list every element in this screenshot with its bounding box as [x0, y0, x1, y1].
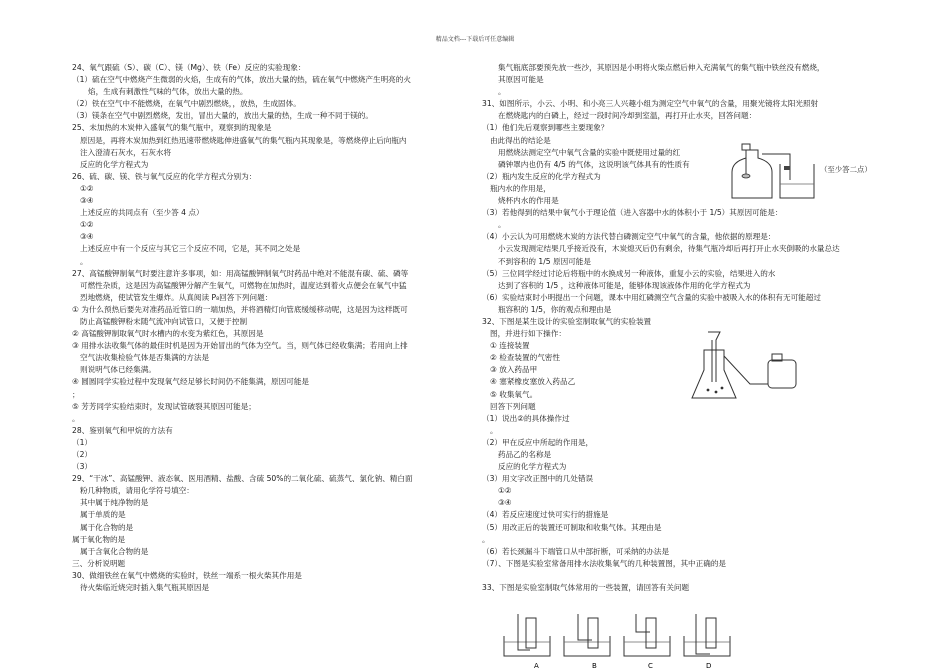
text-line: ③④: [80, 232, 94, 242]
text-line: 防止高锰酸钾粉末随气流冲向试管口，又便于控制: [80, 316, 248, 326]
text-line: 反应的化学方程式为: [80, 159, 149, 169]
text-line: 小云发现测定结果几乎接近没有，木炭熄灭后仍有剩余，待集气瓶冷却后再打开止水夹倒吸的水量总达: [498, 244, 840, 254]
text-line: 32、下图是某生设计的实验室制取氧气的实验装置: [482, 316, 652, 326]
text-line: （2）瓶内发生反应的化学方程式为: [482, 171, 601, 181]
text-line: 。: [80, 256, 88, 266]
phosphorus-apparatus-figure: [732, 140, 872, 202]
text-line: 由此得出的结论是: [490, 135, 551, 145]
setup-c: [624, 614, 670, 670]
text-line: 属于含氧化合物的是: [80, 546, 149, 556]
text-line: 药品乙的名称是: [498, 450, 552, 459]
text-line: 三、分析说明题: [72, 558, 126, 568]
text-line: 原因是，再将木炭加热到红热迅速带燃烧匙伸进盛氧气的集气瓶内其现象是，等燃烧停止后向瓶内: [80, 135, 407, 145]
text-line: （2）甲在反应中所起的作用是，: [482, 437, 594, 447]
text-line: 29、“干冰”、高锰酸钾、液态氧、医用酒精、盐酸、含硫 50%的二氧化硫、硫蒸气、氯化钠、精白面: [72, 474, 413, 484]
text-line: 25、未加热的木炭伸入盛氧气的集气瓶中，观察到的现象是: [72, 123, 272, 133]
text-line: ② 高锰酸钾制取氧气时水槽内的水变为紫红色，其原因是: [72, 329, 264, 339]
text-line: 瓶内水的作用是，: [490, 183, 551, 193]
text-line: （5）三位同学经过讨论后将瓶中的水换成另一种液体，重复小云的实验，结果进入的水: [482, 268, 776, 278]
text-line: （1）他们先后观察到哪些主要现象？: [482, 123, 609, 133]
text-line: （3）镁条在空气中剧烈燃烧，发出，冒出大量的，放出大量的热，生成一种不同于镁的。: [72, 111, 373, 121]
text-line: ③④: [498, 498, 512, 508]
setup-d: [684, 614, 730, 670]
text-line: 。: [498, 220, 506, 230]
text-line: 可燃性杂质，这是因为高锰酸钾分解产生氧气，可燃物在加热时，温度达到着火点便会在氧气中猛: [80, 280, 407, 290]
text-line: （2）: [72, 450, 93, 459]
text-line: 注入澄清石灰水，石灰水将: [80, 147, 172, 157]
setup-a-label: A: [534, 662, 539, 670]
text-line: 烈地燃烧，使试管发生爆炸。从真阅读 P₈回答下列问题：: [80, 292, 273, 302]
text-line: ①②: [80, 220, 94, 230]
text-line: 24、氧气跟硫（S）、碳（C）、镁（Mg）、铁（Fe）反应的实验现象：: [72, 63, 306, 72]
oxygen-generator-figure: [690, 330, 805, 405]
text-line: 其原因可能是: [498, 75, 544, 85]
text-line: 回答下列问题: [490, 401, 536, 411]
setup-b-label: B: [592, 662, 597, 670]
text-line: （3）用文字改正图中的几处错误: [482, 474, 594, 484]
text-line: ③ 放入药品甲: [490, 365, 538, 375]
text-line: ①②: [80, 183, 94, 193]
text-line: ③④: [80, 196, 94, 206]
left-column: [72, 62, 467, 594]
text-line: 烧杯内水的作用是: [498, 196, 559, 206]
text-line: [482, 570, 877, 582]
text-line: 集气瓶底部要预先放一些沙，其原因是小明将火柴点燃后伸入充满氧气的集气瓶中铁丝没有燃烧，: [498, 63, 825, 72]
text-line: ② 检查装置的气密性: [490, 353, 560, 363]
text-line: 用燃烧法测定空气中氧气含量的实验中既使用过量的红: [498, 147, 681, 157]
text-line: 空气法收集检验气体是否集满的方法是: [80, 353, 210, 363]
text-line: 。: [498, 87, 506, 97]
text-line: 其中属于纯净物的是: [80, 498, 149, 508]
text-line: ⑤ 收集氧气。: [490, 389, 538, 399]
text-line: ① 连接装置: [490, 341, 530, 351]
text-line: 28、鉴别氧气和甲烷的方法有: [72, 425, 173, 435]
text-line: 磷钟罩内也仍有 4/5 的气体，这说明该气体具有的性质有: [498, 159, 690, 169]
text-line: （3）: [72, 462, 93, 472]
page-header: 精品文档---下载后可任意编辑: [435, 36, 515, 43]
text-line: 焰，生成有刺激性气味的气体，放出大量的热。: [88, 87, 248, 97]
text-line: 则说明气体已经集满。: [80, 365, 156, 375]
text-line: （6）若长颈漏斗下端管口从中部折断，可采纳的办法是: [482, 546, 670, 556]
text-line: 上述反应中有一个反应与其它三个反应不同，它是，其不同之处是: [80, 244, 301, 254]
text-line: 33、下图是实验室制取气体常用的一些装置，请回答有关问题: [482, 583, 690, 593]
text-line: （1）: [72, 437, 93, 447]
text-line: （7）、下图是实验室常备用排水法收集氧气的几种装置图，其中正确的是: [482, 558, 727, 568]
text-line: 不到容积的 1/5 原因可能是: [498, 256, 591, 266]
text-line: 瓶容积的 1/5，你的观点和理由是: [498, 304, 612, 314]
text-line: 粉几种物质，请用化学符号填空：: [80, 486, 194, 496]
text-line: ⑤ 芳芳同学实验结束时，发现试管破裂其原因可能是；: [72, 401, 256, 411]
figure-note: （至少答二点）: [820, 165, 872, 174]
text-line: 。: [482, 534, 490, 544]
text-line: 30、做细铁丝在氧气中燃烧的实验时，铁丝一端系一根火柴其作用是: [72, 570, 302, 580]
text-line: （1）硫在空气中燃烧产生微弱的火焰，生成有的气体，放出大量的热，硫在氧气中燃烧产生明亮的火: [72, 75, 411, 85]
text-line: ；: [72, 389, 80, 399]
text-line: 31、如图所示，小云、小明、和小亮三人兴趣小组为测定空气中氧气的含量，用聚光镜将太阳光照射: [482, 99, 819, 109]
text-line: 26、硫、碳、镁、铁与氧气反应的化学方程式分别为：: [72, 171, 257, 181]
text-line: ④ 塞紧橡皮塞放入药品乙: [490, 377, 576, 387]
text-line: 上述反应的共同点有（至少答 4 点）: [80, 208, 204, 218]
text-line: ③ 用排水法收集气体的最佳时机是因为开始冒出的气体为空气。当，则气体已经收集满；若用向上排: [72, 341, 408, 351]
text-line: 达到了容积的 1/5 ，这种液体可能是，能够体现该液体作用的化学方程式为: [498, 280, 751, 290]
text-line: 。: [72, 413, 80, 423]
text-line: 在燃烧匙内的白磷上，经过一段时间冷却到室温，再打开止水夹，回答问题：: [498, 111, 757, 121]
setup-d-label: D: [706, 662, 712, 670]
text-line: 图，并进行如下操作：: [490, 329, 566, 339]
text-line: 属于氧化物的是: [72, 534, 126, 544]
text-line: 。: [490, 425, 498, 435]
text-line: 27、高锰酸钾制氧气时要注意许多事项，如：用高锰酸钾制氧气时药品中绝对不能混有碳、硫、磷等: [72, 268, 409, 278]
text-line: ① 为什么预热后要先对准药品近管口的一端加热，并将酒精灯向管底缓缓移动呢，这是因为这样既可: [72, 304, 408, 314]
text-line: 属于化合物的是: [80, 522, 134, 532]
text-line: ①②: [498, 486, 512, 496]
collection-setups-figure: [500, 612, 745, 672]
text-line: （4）若反应速度过快可实行的措施是: [482, 510, 609, 520]
text-line: （4）小云认为可用燃烧木炭的方法代替白磷测定空气中氧气的含量，他依据的原理是：: [482, 232, 776, 242]
setup-c-label: C: [648, 662, 653, 670]
text-line: 反应的化学方程式为: [498, 462, 567, 472]
text-line: （2）铁在空气中不能燃烧，在氧气中剧烈燃烧，，放热，生成固体。: [72, 99, 301, 109]
text-line: 属于单质的是: [80, 510, 126, 520]
text-line: 待火柴临近烧完时插入集气瓶其原因是: [80, 583, 210, 593]
setup-b: [564, 614, 610, 670]
text-line: （3）若他得到的结果中氧气小于理论值（进入容器中水的体积小于 1/5）其原因可能是：: [482, 208, 783, 218]
text-line: ④ 圆圆同学实验过程中发现氧气经足够长时间仍不能集满，原因可能是: [72, 377, 310, 387]
text-line: （5）用改正后的装置还可制取和收集气体。其理由是: [482, 522, 662, 532]
text-line: （1）说出②的具体操作过: [482, 413, 570, 423]
text-line: （6）实验结束时小明提出一个问题，课本中用红磷测空气含量的实验中被吸入水的体积有无可能超过: [482, 292, 821, 302]
setup-a: [504, 614, 550, 670]
